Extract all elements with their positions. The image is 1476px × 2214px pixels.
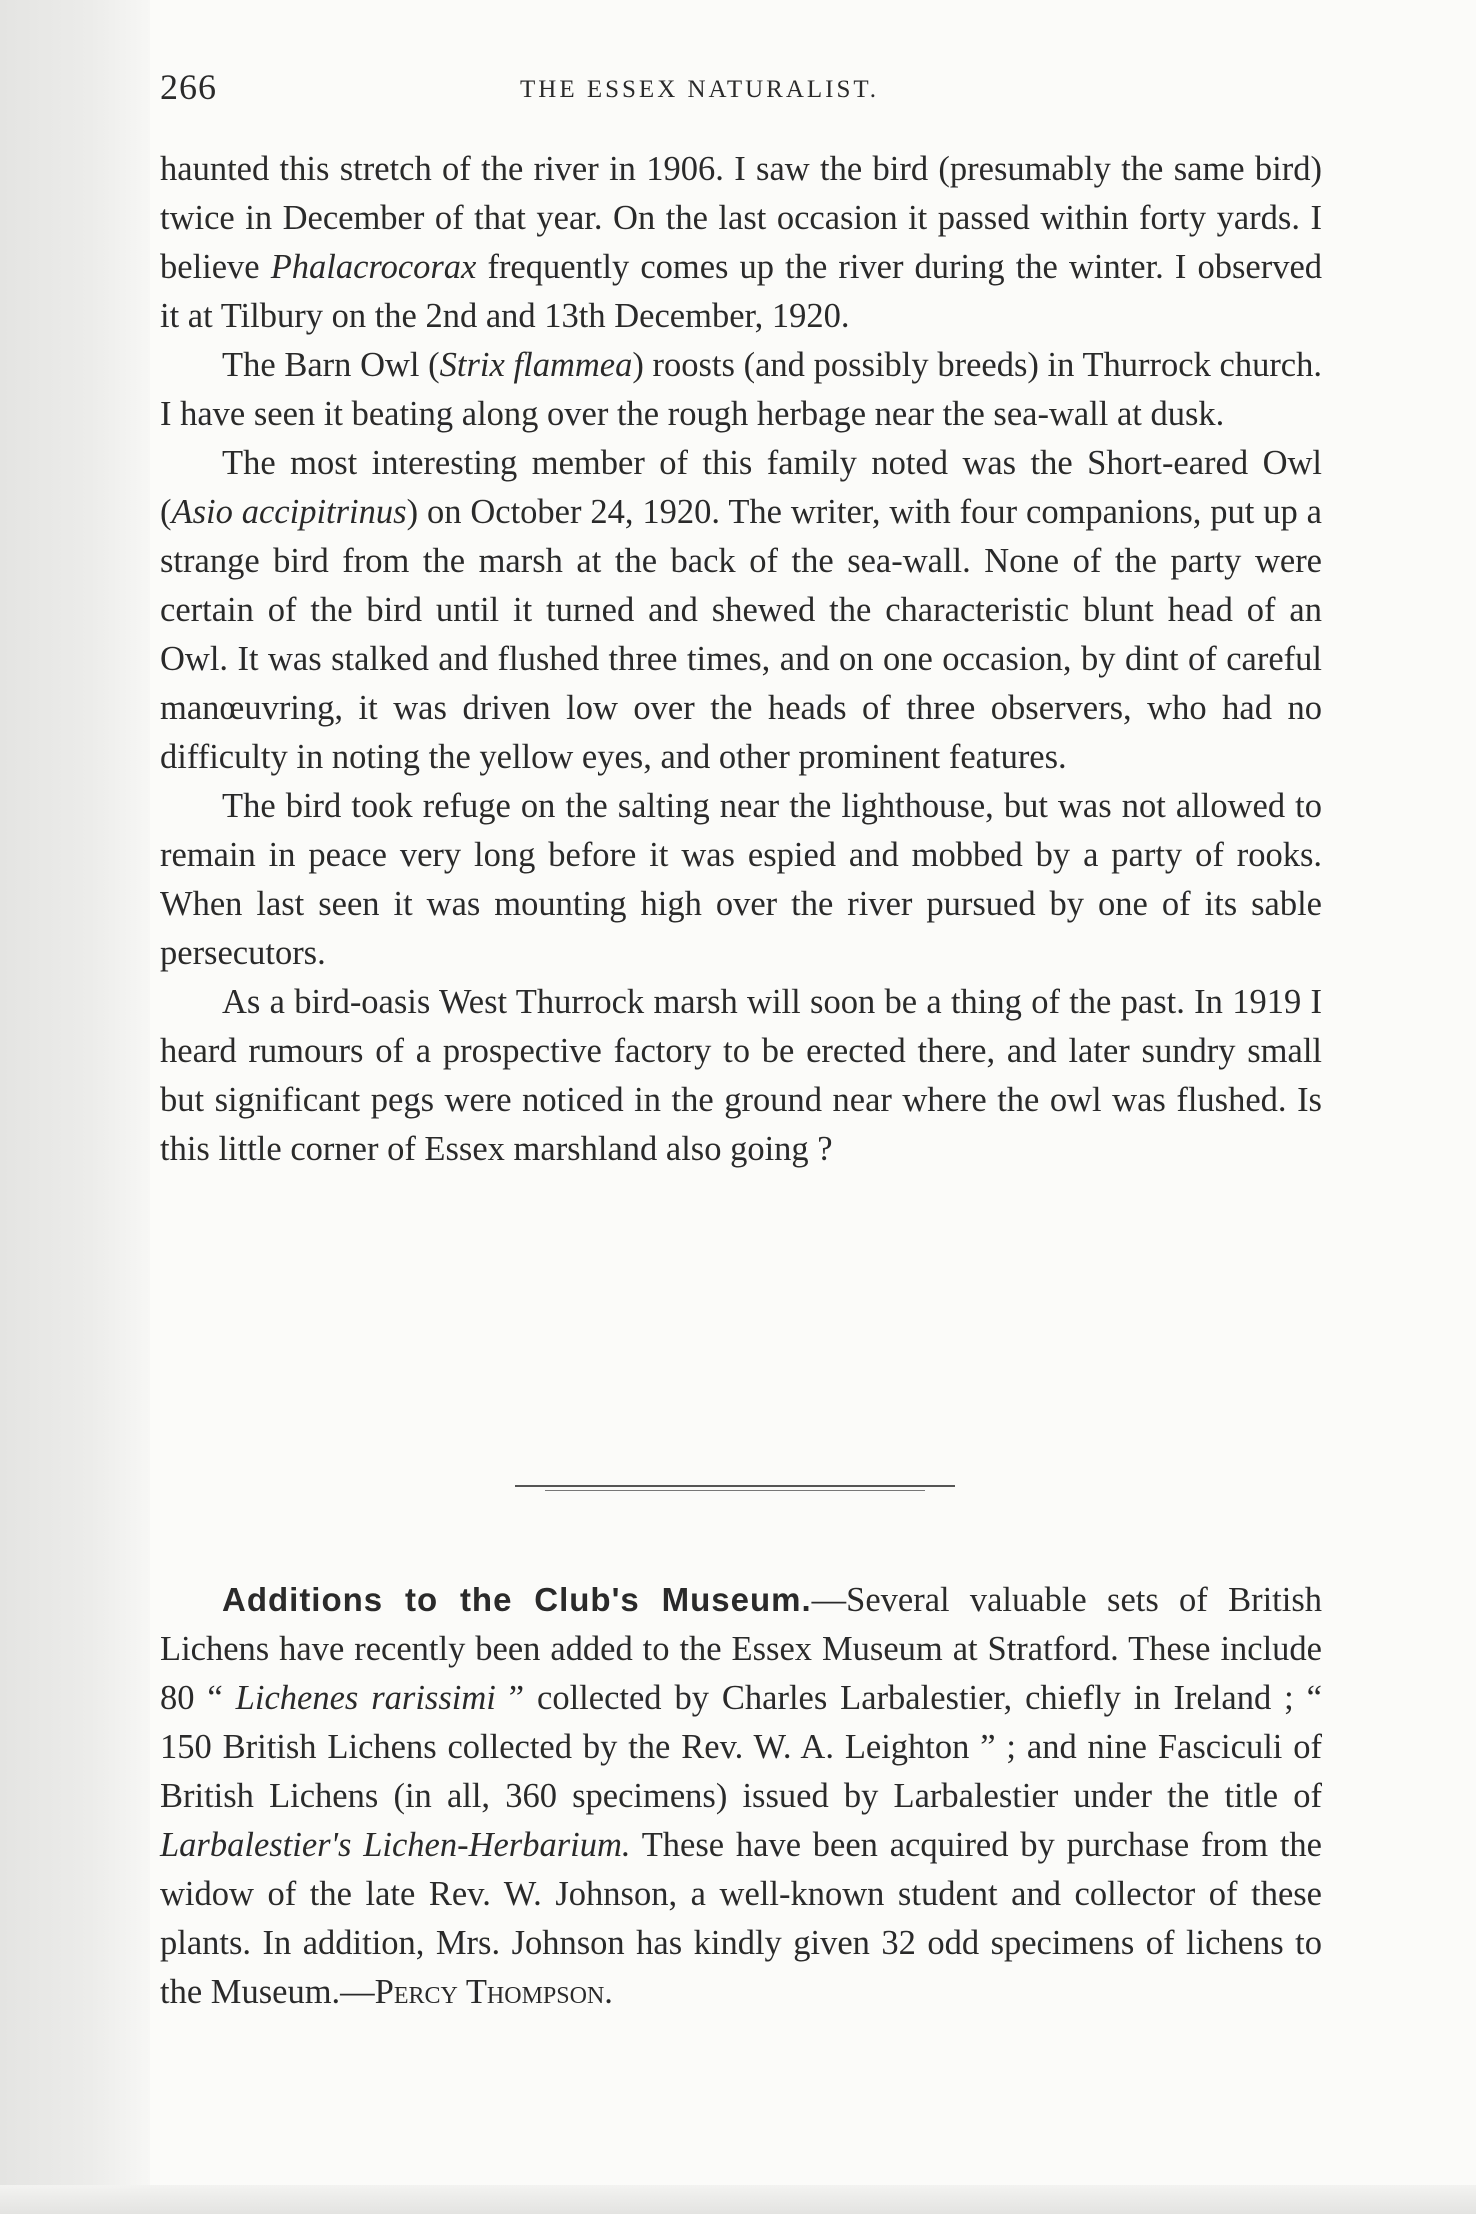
paragraph-3 bbox=[160, 439, 1322, 782]
section-text-end: These have been acquired by purchase from the widow of the late Rev. W. Johnson, a well-known student and collector of these plants. In addition, Mrs. Johnson has kindly given 32 odd specimens of lichens to the Museum.— bbox=[160, 1826, 1322, 2011]
paragraph-4: The bird took refuge on the salting near the lighthouse, but was not allowed to remain in peace very long before it was espied and mobbed by a party of rooks. When last seen it was mounting high over the river pursued by one of its sable persecutors. bbox=[160, 787, 1322, 972]
running-head: THE ESSEX NATURALIST. bbox=[520, 76, 880, 103]
species-name: Phalacrocorax bbox=[270, 248, 477, 286]
section-text: —Several valuable sets of British Lichens have recently been added to the Essex Museum at Stratford. These include 80 “ bbox=[160, 1581, 1323, 1717]
museum-additions-section bbox=[160, 1575, 1322, 2017]
paragraph-2-text: The Barn Owl ( bbox=[222, 346, 440, 384]
paragraph-2-text-cont: ) roosts (and possibly breeds) in Thurrock church. I have seen it beating along over the rough herbage near the sea-wall at dusk. bbox=[160, 346, 1322, 433]
scan-edge-shadow bbox=[0, 0, 150, 2214]
section-text-cont: ” collected by Charles Larbalestier, chiefly in Ireland ; “ 150 British Lichens collected by the Rev. W. A. Leighton ” ; and nine Fasciculi of British Lichens (in all, 360 specimens) issued by Larbalestier under the title of bbox=[160, 1679, 1322, 1815]
page-number: 266 bbox=[160, 67, 217, 107]
section-divider bbox=[515, 1485, 955, 1492]
paragraph-1-text: haunted this stretch of the river in 1906. I saw the bird (presumably the same bird) twice in December of that year. On the last occasion it passed within forty yards. I believe bbox=[160, 150, 1322, 286]
species-name: Strix flammea bbox=[439, 346, 633, 384]
paragraph-2 bbox=[160, 341, 1322, 439]
museum-additions-paragraph bbox=[160, 1575, 1322, 2017]
collection-title: Lichenes rarissimi bbox=[235, 1679, 496, 1717]
section-heading: Additions to the Club's Museum. bbox=[222, 1581, 812, 1618]
paragraph-1 bbox=[160, 145, 1322, 341]
author-signature: Percy Thompson. bbox=[374, 1973, 613, 2011]
divider-rule bbox=[515, 1485, 955, 1487]
article-body bbox=[160, 145, 1322, 1174]
species-name: Asio accipitrinus bbox=[171, 493, 407, 531]
herbarium-title: Larbalestier's Lichen-Herbarium. bbox=[160, 1826, 631, 1864]
page-header bbox=[160, 66, 1322, 116]
paragraph-5: As a bird-oasis West Thurrock marsh will soon be a thing of the past. In 1919 I heard rumours of a prospective factory to be erected there, and later sundry small but significant pegs were noticed in the ground near where the owl was flushed. Is this little corner of Essex marshland also going ? bbox=[160, 983, 1322, 1168]
scan-bottom-edge bbox=[0, 2185, 1476, 2214]
paragraph-3-text-cont: ) on October 24, 1920. The writer, with four companions, put up a strange bird from the marsh at the back of the sea-wall. None of the party were certain of the bird until it turned and shewed the characteristic blunt head of an Owl. It was stalked and flushed three times, and on one occasion, by dint of careful manœuvring, it was driven low over the heads of three observers, who had no difficulty in noting the yellow eyes, and other prominent features. bbox=[160, 493, 1322, 776]
paragraph-3-text: The most interesting member of this family noted was the Short-eared Owl ( bbox=[160, 444, 1322, 531]
divider-rule-thin bbox=[545, 1490, 925, 1491]
paragraph-1-text-cont: frequently comes up the river during the winter. I observed it at Tilbury on the 2nd and 13th December, 1920. bbox=[160, 248, 1323, 335]
